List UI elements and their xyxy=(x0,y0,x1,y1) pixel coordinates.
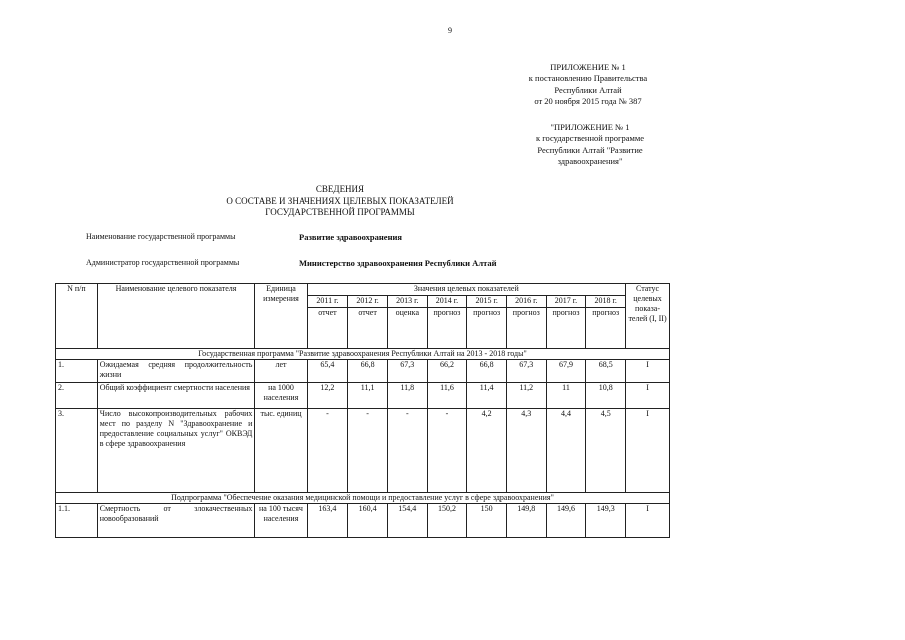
indicators-table xyxy=(55,283,670,538)
row-value: 11,1 xyxy=(348,383,388,409)
row-value: 154,4 xyxy=(387,504,427,538)
title-line: СВЕДЕНИЯ xyxy=(315,184,365,194)
value-type-header: прогноз xyxy=(506,308,546,349)
row-value: 11 xyxy=(546,383,586,409)
year-header: 2018 г. xyxy=(586,296,626,308)
row-unit: тыс. единиц xyxy=(255,409,307,493)
row-value: - xyxy=(427,409,467,493)
value-type-header: прогноз xyxy=(586,308,626,349)
header-unit: Единица измерения xyxy=(255,284,307,349)
year-header: 2012 г. xyxy=(348,296,388,308)
appendix-2-block xyxy=(490,122,690,168)
year-header: 2013 г. xyxy=(387,296,427,308)
appendix-2-line: "ПРИЛОЖЕНИЕ № 1 xyxy=(550,122,630,132)
row-value: 12,2 xyxy=(307,383,348,409)
row-unit: на 100 тысяч населения xyxy=(255,504,307,538)
page-number: 9 xyxy=(448,26,452,35)
row-status: I xyxy=(626,409,670,493)
row-value: 4,5 xyxy=(586,409,626,493)
header-values-group: Значения целевых показателей xyxy=(307,284,626,296)
section-title: Государственная программа "Развитие здравоохранения Республики Алтай на 2013 - 2018 годы" xyxy=(56,349,670,360)
appendix-1-line: ПРИЛОЖЕНИЕ № 1 xyxy=(550,62,626,72)
value-type-header: отчет xyxy=(348,308,388,349)
title-line: ГОСУДАРСТВЕННОЙ ПРОГРАММЫ xyxy=(265,207,415,217)
row-value: 10,8 xyxy=(586,383,626,409)
year-header: 2014 г. xyxy=(427,296,467,308)
row-value: 149,6 xyxy=(546,504,586,538)
appendix-2-line: к государственной программе xyxy=(535,133,645,144)
table-row xyxy=(56,383,670,409)
row-value: 150 xyxy=(467,504,507,538)
value-type-header: оценка xyxy=(387,308,427,349)
row-value: 4,3 xyxy=(506,409,546,493)
row-value: 11,4 xyxy=(467,383,507,409)
year-header: 2016 г. xyxy=(506,296,546,308)
value-type-header: прогноз xyxy=(467,308,507,349)
row-num: 3. xyxy=(56,409,98,493)
row-value: - xyxy=(348,409,388,493)
row-value: 150,2 xyxy=(427,504,467,538)
program-name-value: Развитие здравоохранения xyxy=(299,232,402,242)
row-unit: на 1000 населения xyxy=(255,383,307,409)
row-value: - xyxy=(387,409,427,493)
header-name: Наименование целевого показателя xyxy=(97,284,255,349)
row-unit: лет xyxy=(255,360,307,383)
row-name: Общий коэффициент смертности населения xyxy=(97,383,255,409)
row-name: Смертность от злокачественных новообразований xyxy=(97,504,255,538)
row-value: 67,3 xyxy=(506,360,546,383)
table-row xyxy=(56,409,670,493)
row-num: 2. xyxy=(56,383,98,409)
value-type-header: прогноз xyxy=(427,308,467,349)
header-row xyxy=(56,284,670,296)
row-status: I xyxy=(626,504,670,538)
table-row xyxy=(56,360,670,383)
row-name: Ожидаемая средняя продолжительность жизни xyxy=(97,360,255,383)
row-value: 11,6 xyxy=(427,383,467,409)
program-name-label: Наименование государственной программы xyxy=(86,232,236,241)
row-value: 68,5 xyxy=(586,360,626,383)
value-type-header: прогноз xyxy=(546,308,586,349)
table-row xyxy=(56,504,670,538)
appendix-2-line: Республики Алтай "Развитие xyxy=(537,144,643,155)
row-value: 4,2 xyxy=(467,409,507,493)
year-header: 2011 г. xyxy=(307,296,348,308)
row-value: 66,8 xyxy=(348,360,388,383)
document-title xyxy=(190,184,490,219)
appendix-1-line: от 20 ноября 2015 года № 387 xyxy=(534,96,642,107)
row-value: 67,9 xyxy=(546,360,586,383)
appendix-2-line: здравоохранения" xyxy=(557,156,623,167)
row-status: I xyxy=(626,360,670,383)
appendix-1-block xyxy=(488,62,688,108)
year-header: 2015 г. xyxy=(467,296,507,308)
title-line: О СОСТАВЕ И ЗНАЧЕНИЯХ ЦЕЛЕВЫХ ПОКАЗАТЕЛЕЙ xyxy=(226,195,454,206)
row-name: Число высокопроизводительных рабочих мест по разделу N "Здравоохранение и предоставление социальных услуг" ОКВЭД в сфере здравоохранения xyxy=(97,409,255,493)
section-title: Подпрограмма "Обеспечение оказания медицинской помощи и предоставление услуг в сфере здравоохранения" xyxy=(56,493,670,504)
header-status: Статус целевых показа-телей (I, II) xyxy=(626,284,670,349)
row-num: 1.1. xyxy=(56,504,98,538)
row-value: 65,4 xyxy=(307,360,348,383)
header-num: N п/п xyxy=(56,284,98,349)
row-value: 66,2 xyxy=(427,360,467,383)
row-value: - xyxy=(307,409,348,493)
appendix-1-line: к постановлению Правительства xyxy=(528,73,648,84)
row-num: 1. xyxy=(56,360,98,383)
section-row xyxy=(56,493,670,504)
appendix-1-line: Республики Алтай xyxy=(554,84,622,95)
row-value: 149,8 xyxy=(506,504,546,538)
row-value: 67,3 xyxy=(387,360,427,383)
row-status: I xyxy=(626,383,670,409)
row-value: 163,4 xyxy=(307,504,348,538)
row-value: 11,2 xyxy=(506,383,546,409)
row-value: 149,3 xyxy=(586,504,626,538)
row-value: 11,8 xyxy=(387,383,427,409)
administrator-value: Министерство здравоохранения Республики Алтай xyxy=(299,258,497,268)
year-header: 2017 г. xyxy=(546,296,586,308)
row-value: 66,8 xyxy=(467,360,507,383)
value-type-header: отчет xyxy=(307,308,348,349)
row-value: 160,4 xyxy=(348,504,388,538)
section-row xyxy=(56,349,670,360)
row-value: 4,4 xyxy=(546,409,586,493)
administrator-label: Администратор государственной программы xyxy=(86,258,240,267)
